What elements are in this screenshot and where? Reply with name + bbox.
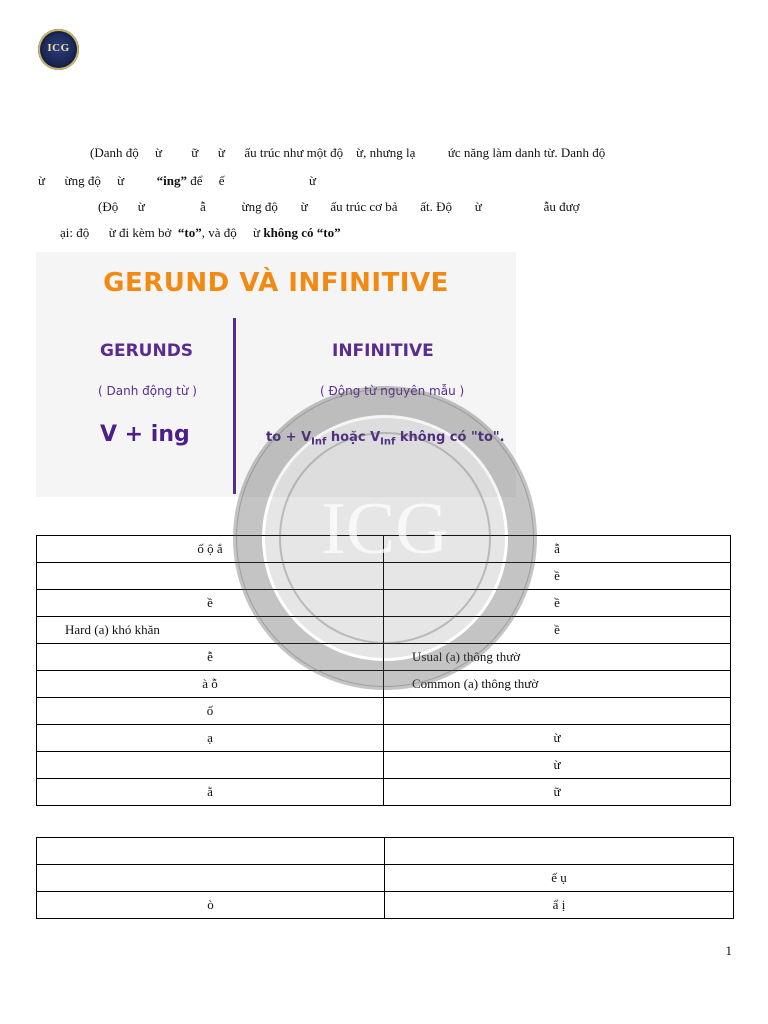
table-row (37, 536, 731, 563)
banner-divider (233, 318, 236, 494)
table-row (37, 590, 731, 617)
table-row (37, 725, 731, 752)
table-row (37, 892, 734, 919)
bold-term: “ing” (156, 173, 187, 188)
vocabulary-table-2 (36, 837, 734, 919)
gerund-definition-line-1 (90, 145, 605, 161)
infinitive-heading: INFINITIVE (332, 341, 434, 361)
vocabulary-table-1 (36, 535, 731, 806)
table-cell (37, 563, 384, 590)
gerunds-formula: V + ing (100, 422, 190, 447)
table-row (37, 617, 731, 644)
table-cell: ế ụ (385, 865, 734, 892)
table-row (37, 563, 731, 590)
table-cell: ề (37, 590, 384, 617)
table-cell (37, 865, 385, 892)
gerund-definition-line-2 (38, 173, 316, 189)
text-run: , và độ ừ (201, 225, 264, 240)
table-row (37, 779, 731, 806)
icg-logo: ICG (38, 29, 79, 70)
table-cell: à ỗ (37, 671, 384, 698)
infinitive-formula: to + $V_{Inf}$ hoặc $V_{Inf}$ không có "to". (266, 430, 505, 448)
table-row (37, 698, 731, 725)
bold-term: “to” (177, 225, 202, 240)
table-cell: ề (384, 617, 731, 644)
page-number: 1 (725, 943, 732, 958)
svg-text:ICG: ICG (321, 488, 449, 570)
text-run: ừ ừng độ ừ (38, 173, 157, 188)
table-cell (384, 698, 731, 725)
infinitive-subtitle: ( Động từ nguyên mẫu ) (320, 384, 465, 398)
banner-title: GERUND VÀ INFINITIVE (103, 268, 449, 298)
table-cell: ố ộ ắ (37, 536, 384, 563)
table-cell: ẫ (384, 536, 731, 563)
table-cell: ằ (37, 779, 384, 806)
table-row (37, 644, 731, 671)
table-cell: ố (37, 698, 384, 725)
gerund-infinitive-banner (36, 252, 516, 497)
table-cell: ò (37, 892, 385, 919)
table-row (37, 752, 731, 779)
infinitive-definition-line-1 (98, 199, 580, 215)
table-cell: ề (384, 590, 731, 617)
table-cell (37, 752, 384, 779)
text-run: để ế ừ (186, 173, 317, 188)
infinitive-definition-line-2 (60, 225, 341, 241)
gerunds-subtitle: ( Danh động từ ) (98, 384, 197, 398)
gerunds-heading: GERUNDS (100, 341, 194, 361)
table-cell: ạ (37, 725, 384, 752)
table-cell: Common (a) thông thườ (384, 671, 731, 698)
table-row (37, 838, 734, 865)
table-cell: ễ (37, 644, 384, 671)
table-row (37, 671, 731, 698)
text-run: (Độ ừ ẫ ừng độ ừ ấu trúc cơ bả ất. Độ ừ ẫu đượ (98, 199, 580, 214)
text-run: ại: độ ừ đi kèm bở (60, 225, 178, 240)
table-cell: ừ (384, 725, 731, 752)
table-cell (385, 838, 734, 865)
table-cell: ề (384, 563, 731, 590)
table-cell (37, 838, 385, 865)
table-cell: Usual (a) thông thườ (384, 644, 731, 671)
bold-term: không có “to” (263, 225, 341, 240)
table-cell: Hard (a) khó khăn (37, 617, 384, 644)
table-cell: ữ (384, 779, 731, 806)
table-cell: ẩ ị (385, 892, 734, 919)
text-run: (Danh độ ừ ữ ừ ấu trúc như một độ ừ, nhưng lạ ức năng làm danh từ. Danh độ (90, 145, 606, 160)
table-row (37, 865, 734, 892)
table-cell: ừ (384, 752, 731, 779)
